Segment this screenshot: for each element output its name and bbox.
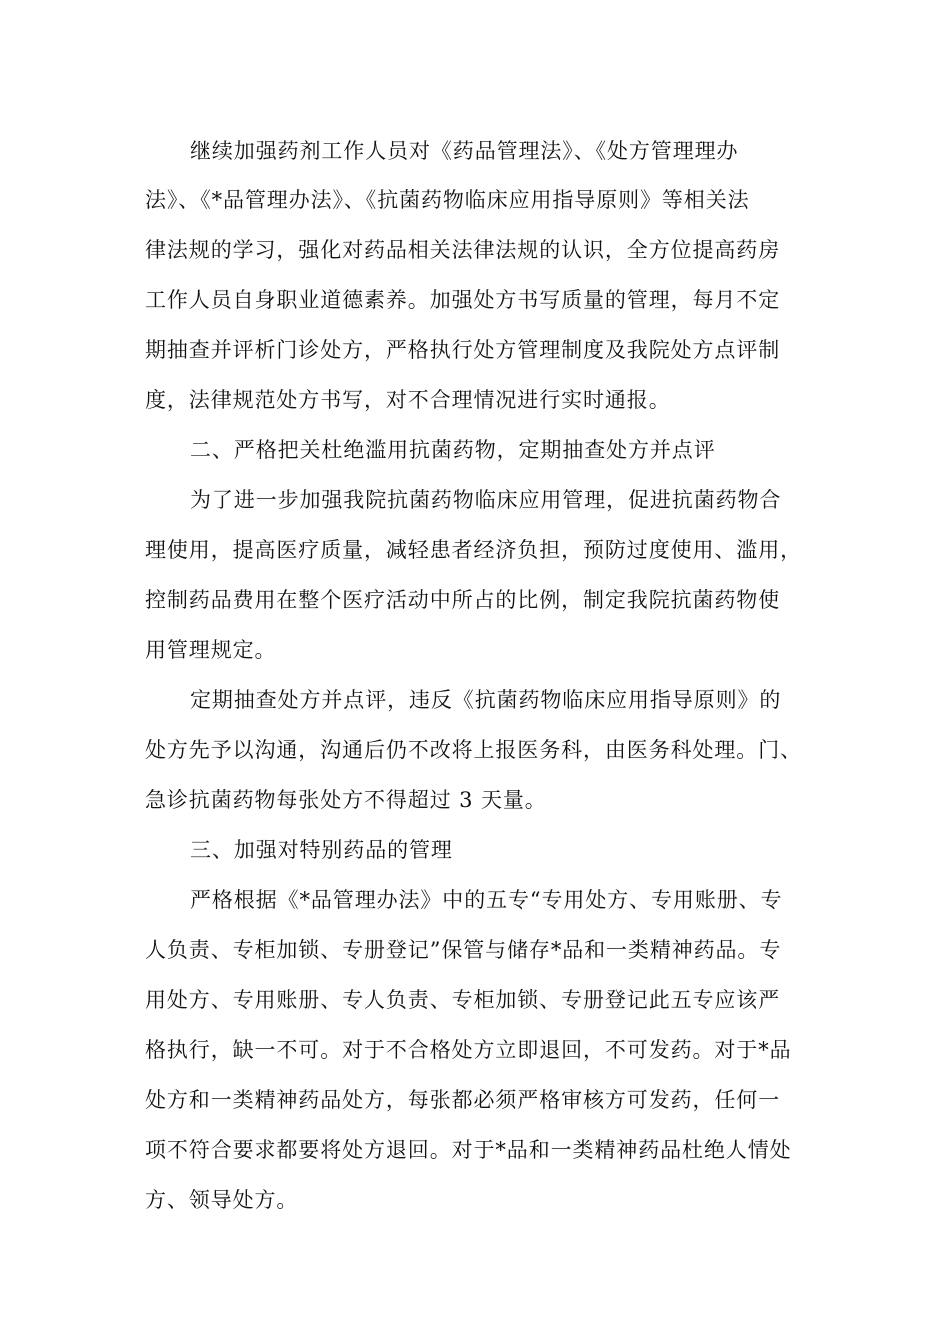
paragraph-4-line-7: 方、领导处方。 xyxy=(145,1188,299,1212)
section-heading-3: 三、加强对特别药品的管理 xyxy=(190,838,453,862)
paragraph-2-line-3: 控制药品费用在整个医疗活动中所占的比例，制定我院抗菌药物使 xyxy=(145,588,781,612)
paragraph-4-line-6: 项不符合要求都要将处方退回。对于*品和一类精神药品杜绝人情处 xyxy=(145,1138,792,1162)
paragraph-4-line-1: 严格根据《*品管理办法》中的五专“专用处方、专用账册、专 xyxy=(190,888,783,912)
paragraph-1-line-4: 工作人员自身职业道德素养。加强处方书写质量的管理，每月不定 xyxy=(145,288,781,312)
paragraph-3-line-2: 处方先予以沟通，沟通后仍不改将上报医务科，由医务科处理。门、 xyxy=(145,738,802,762)
paragraph-1-line-1: 继续加强药剂工作人员对《药品管理法》、《处方管理理办 xyxy=(190,139,739,163)
paragraph-4-line-2: 人负责、专柜加锁、专册登记”保管与储存*品和一类精神药品。专 xyxy=(145,938,782,962)
paragraph-1-line-2: 法》、《*品管理办法》、《抗菌药物临床应用指导原则》等相关法 xyxy=(145,188,750,212)
paragraph-2-line-4: 用管理规定。 xyxy=(145,638,277,662)
paragraph-3-line-1: 定期抽查处方并点评，违反《抗菌药物临床应用指导原则》的 xyxy=(190,688,782,712)
paragraph-3-line-3: 急诊抗菌药物每张处方不得超过 3 天量。 xyxy=(145,788,547,812)
paragraph-1-line-3: 律法规的学习，强化对药品相关法律法规的认识，全方位提高药房 xyxy=(145,238,781,262)
paragraph-4-line-5: 处方和一类精神药品处方，每张都必须严格审核方可发药，任何一 xyxy=(145,1088,781,1112)
section-heading-2: 二、严格把关杜绝滥用抗菌药物，定期抽查处方并点评 xyxy=(190,438,716,462)
paragraph-2-line-1: 为了进一步加强我院抗菌药物临床应用管理，促进抗菌药物合 xyxy=(190,488,782,512)
paragraph-4-line-4: 格执行，缺一不可。对于不合格处方立即退回，不可发药。对于*品 xyxy=(145,1038,792,1062)
paragraph-4-line-3: 用处方、专用账册、专人负责、专柜加锁、专册登记此五专应该严 xyxy=(145,988,781,1012)
paragraph-1-line-6: 度，法律规范处方书写，对不合理情况进行实时通报。 xyxy=(145,388,671,412)
paragraph-1-line-5: 期抽查并评析门诊处方，严格执行处方管理制度及我院处方点评制 xyxy=(145,338,781,362)
paragraph-2-line-2: 理使用，提高医疗质量，减轻患者经济负担，预防过度使用、滥用， xyxy=(145,538,802,562)
